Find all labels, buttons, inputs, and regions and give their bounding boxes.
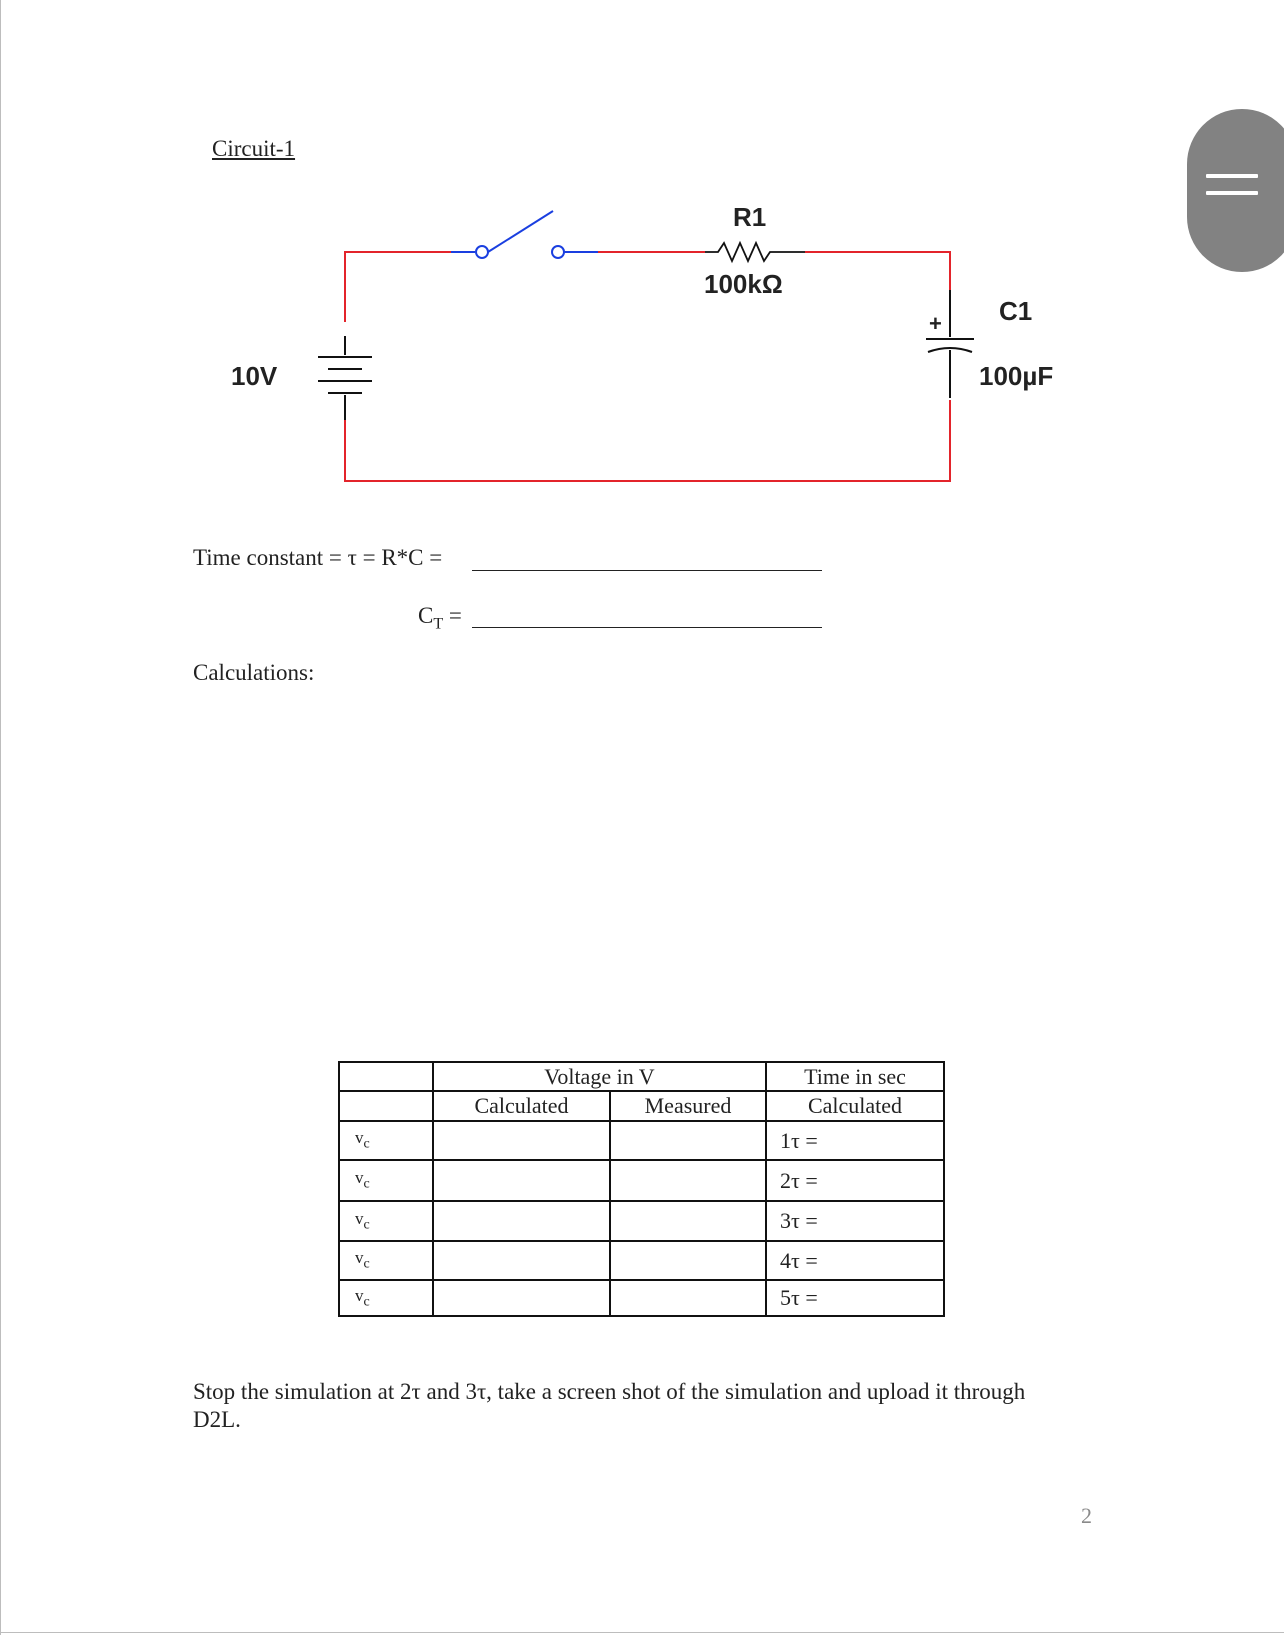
- measured-voltage-cell[interactable]: [610, 1160, 766, 1201]
- table-row: [339, 1201, 944, 1241]
- ct-equals: =: [443, 603, 462, 628]
- measurement-table: [338, 1061, 945, 1317]
- table-header-row: [339, 1062, 944, 1091]
- time-constant-label: Time constant = τ = R*C =: [193, 545, 443, 570]
- var-subscript: c: [363, 1136, 370, 1152]
- ct-answer-line[interactable]: [472, 627, 822, 628]
- time-calculated-cell[interactable]: 1τ =: [766, 1121, 944, 1160]
- table-row: [339, 1121, 944, 1160]
- calculated-voltage-cell[interactable]: [433, 1241, 610, 1280]
- capacitor-voltage-label: [339, 1241, 433, 1280]
- var-symbol: v: [355, 1208, 364, 1228]
- capacitor-value-label: 100µF: [979, 361, 1054, 391]
- time-calculated-header: Calculated: [766, 1091, 944, 1121]
- wire-bottom: [345, 400, 950, 481]
- measured-voltage-cell[interactable]: [610, 1280, 766, 1316]
- capacitor-name-label: C1: [999, 296, 1033, 326]
- var-symbol: v: [355, 1128, 364, 1148]
- calculations-label: Calculations:: [193, 660, 315, 685]
- time-constant-answer-line[interactable]: [472, 570, 822, 571]
- var-symbol: v: [355, 1248, 364, 1268]
- var-subscript: c: [363, 1217, 370, 1233]
- time-calculated-cell[interactable]: 4τ =: [766, 1241, 944, 1280]
- capacitor-voltage-label: [339, 1160, 433, 1201]
- measured-header: Measured: [610, 1091, 766, 1121]
- measured-voltage-cell[interactable]: [610, 1121, 766, 1160]
- time-calculated-cell[interactable]: 2τ =: [766, 1160, 944, 1201]
- time-header: Time in sec: [766, 1062, 944, 1091]
- ct-symbol: C: [418, 603, 434, 628]
- resistor-name-label: R1: [733, 202, 767, 232]
- capacitor-voltage-label: [339, 1280, 433, 1316]
- calculated-voltage-cell[interactable]: [433, 1121, 610, 1160]
- time-calculated-cell[interactable]: 5τ =: [766, 1280, 944, 1316]
- calculated-voltage-cell[interactable]: [433, 1280, 610, 1316]
- table-row: [339, 1280, 944, 1316]
- var-subscript: c: [363, 1294, 370, 1310]
- table-corner-cell: [339, 1091, 433, 1121]
- ct-label: [418, 603, 462, 634]
- source-voltage-label: 10V: [231, 361, 278, 391]
- page-number: 2: [1081, 1503, 1092, 1528]
- calculated-header: Calculated: [433, 1091, 610, 1121]
- calculated-voltage-cell[interactable]: [433, 1201, 610, 1241]
- var-symbol: v: [355, 1168, 364, 1188]
- ct-subscript: T: [433, 615, 444, 633]
- capacitor-voltage-label: [339, 1121, 433, 1160]
- calculated-voltage-cell[interactable]: [433, 1160, 610, 1201]
- var-symbol: v: [355, 1285, 364, 1305]
- resistor-symbol: [705, 243, 805, 261]
- capacitor-voltage-label: [339, 1201, 433, 1241]
- wire-right-top: [805, 252, 950, 290]
- capacitor-polarity-mark: +: [929, 311, 942, 336]
- circuit-diagram: [0, 0, 1284, 520]
- switch-contact-right: [552, 246, 564, 258]
- switch-blade[interactable]: [488, 211, 553, 252]
- measured-voltage-cell[interactable]: [610, 1241, 766, 1280]
- circuit-heading: Circuit-1: [212, 136, 296, 161]
- page-edge-bottom: [0, 1632, 1284, 1633]
- time-calculated-cell[interactable]: 3τ =: [766, 1201, 944, 1241]
- table-row: [339, 1241, 944, 1280]
- table-corner-cell: [339, 1062, 433, 1091]
- var-subscript: c: [363, 1256, 370, 1272]
- table-subheader-row: [339, 1091, 944, 1121]
- switch-contact-left: [476, 246, 488, 258]
- measured-voltage-cell[interactable]: [610, 1201, 766, 1241]
- wire-left-top: [345, 252, 451, 322]
- resistor-value-label: 100kΩ: [704, 269, 783, 299]
- instruction-text: Stop the simulation at 2τ and 3τ, take a screen shot of the simulation and upload it through D2L.: [193, 1379, 1026, 1432]
- table-row: [339, 1160, 944, 1201]
- voltage-header: Voltage in V: [433, 1062, 766, 1091]
- var-subscript: c: [363, 1176, 370, 1192]
